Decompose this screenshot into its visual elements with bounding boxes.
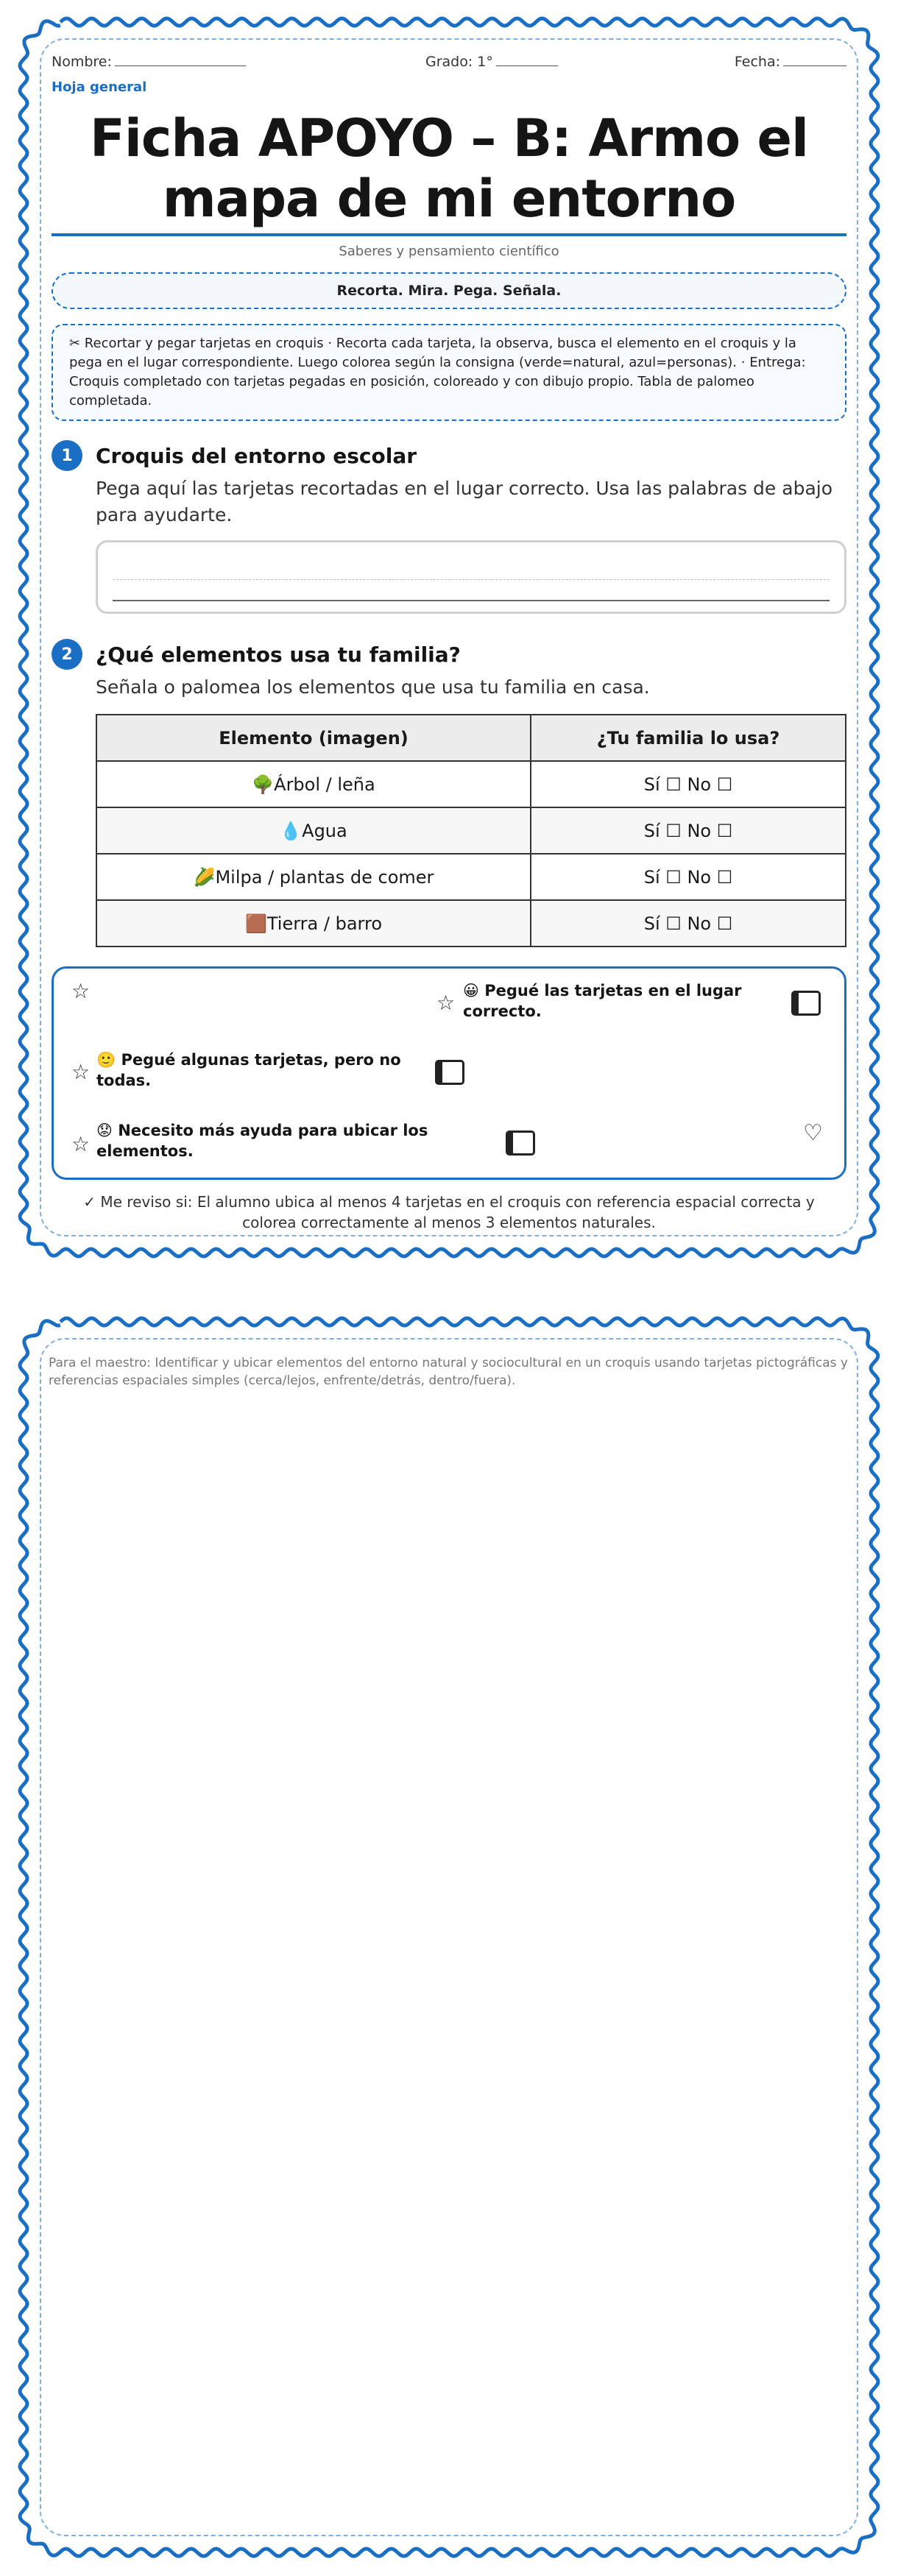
motto-banner: Recorta. Mira. Pega. Señala. <box>52 272 846 309</box>
page2-dashed-frame <box>40 1338 858 2536</box>
name-field[interactable]: Nombre: <box>52 53 246 70</box>
teacher-note: Para el maestro: Identificar y ubicar elementos del entorno natural y sociocultural en un croquis usando tarjetas pictográficas y referencias espaciales simples (cerca/lejos, enfrente/detrás, dentro/fuera). <box>49 1356 848 1388</box>
question-1-title: Croquis del entorno escolar <box>96 443 417 468</box>
subtitle: Saberes y pensamiento científico <box>339 244 559 259</box>
self-check-item-1: 😀 Pegué las tarjetas en el lugar correcto. <box>463 982 742 1020</box>
usage-checkbox-cell[interactable]: Sí ☐ No ☐ <box>531 900 846 946</box>
element-cell: 🌽Milpa / plantas de comer <box>96 854 531 900</box>
table-row <box>96 807 846 854</box>
answer-box[interactable] <box>96 540 846 614</box>
question-1-text: Pega aquí las tarjetas recortadas en el lugar correcto. Usa las palabras de abajo para ayudarte. <box>96 478 833 526</box>
self-check-item-3: 😟 Necesito más ayuda para ubicar los elementos. <box>96 1122 428 1160</box>
question-2-header <box>52 639 846 670</box>
table-row <box>96 900 846 946</box>
self-assessment-box <box>52 966 846 1180</box>
element-cell: 🟫Tierra / barro <box>96 900 531 946</box>
star-icon: ☆ <box>71 979 91 1003</box>
title-rule <box>52 233 846 236</box>
title-line-2: mapa de mi entorno <box>162 169 736 229</box>
self-check-item-2: 🙂 Pegué algunas tarjetas, pero no todas. <box>96 1051 401 1089</box>
star-icon: ☆ <box>71 1132 91 1156</box>
usage-checkbox-cell[interactable]: Sí ☐ No ☐ <box>531 807 846 854</box>
question-2-text: Señala o palomea los elementos que usa tu familia en casa. <box>96 676 650 698</box>
star-icon: ☆ <box>436 991 456 1015</box>
question-number-badge: 2 <box>52 639 82 670</box>
wavy-border <box>20 1318 878 2556</box>
heart-icon: ♡ <box>803 1120 823 1146</box>
header-fields <box>52 47 846 77</box>
column-header-usage: ¿Tu familia lo usa? <box>531 715 846 761</box>
review-criteria: ✓ Me reviso si: El alumno ubica al menos 4 tarjetas en el croquis con referencia espacial correcta y colorea correctamente al menos 3 elementos naturales. <box>83 1193 815 1231</box>
instructions-box: ✂ Recortar y pegar tarjetas en croquis · Recorta cada tarjeta, la observa, busca el elemento en el croquis y la pega en el lugar correspondiente. Luego colorea según la consigna (verde=natural, azul=personas). · Entrega: Croquis completado con tarjetas pegadas en posición, coloreado y con dibujo propio. Tabla de palomeo completada. <box>52 324 846 421</box>
worksheet-page-1 <box>52 47 846 1233</box>
family-elements-table <box>96 714 846 947</box>
section-label: Hoja general <box>52 79 147 95</box>
element-cell: 🌳Árbol / leña <box>96 761 531 807</box>
question-2-title: ¿Qué elementos usa tu familia? <box>96 642 461 667</box>
date-field[interactable]: Fecha: <box>735 53 846 70</box>
question-number-badge: 1 <box>52 440 82 471</box>
element-cell: 💧Agua <box>96 807 531 854</box>
table-header-row <box>96 715 846 761</box>
guide-line-dashed <box>113 579 830 580</box>
worksheet-page-2 <box>49 1354 851 1390</box>
guide-line-solid <box>113 600 830 601</box>
self-check-checkbox-3[interactable] <box>506 1130 535 1156</box>
usage-checkbox-cell[interactable]: Sí ☐ No ☐ <box>531 854 846 900</box>
star-icon: ☆ <box>71 1060 91 1084</box>
title-line-1: Ficha APOYO – B: Armo el <box>90 108 808 169</box>
page-title <box>52 108 846 229</box>
self-check-checkbox-2[interactable] <box>435 1060 464 1085</box>
table-row <box>96 854 846 900</box>
self-check-checkbox-1[interactable] <box>791 991 821 1016</box>
table-row <box>96 761 846 807</box>
question-1-header <box>52 440 846 471</box>
column-header-element: Elemento (imagen) <box>96 715 531 761</box>
usage-checkbox-cell[interactable]: Sí ☐ No ☐ <box>531 761 846 807</box>
grade-field[interactable]: Grado: 1° <box>425 53 558 70</box>
